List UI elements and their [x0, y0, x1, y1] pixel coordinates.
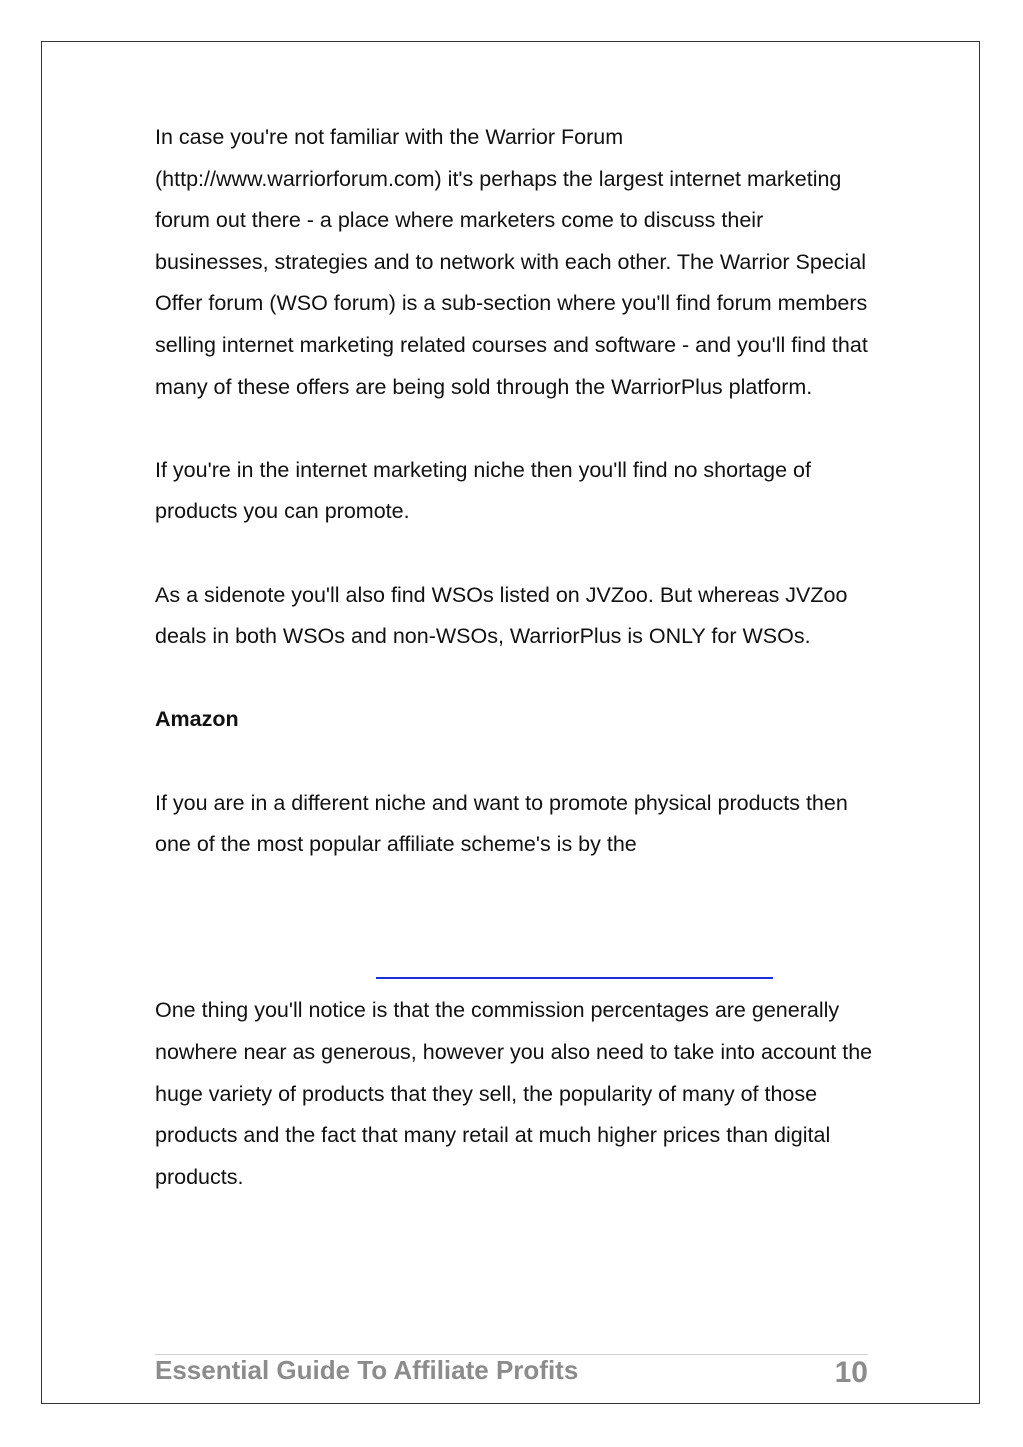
- paragraph-warrior-forum: In case you're not familiar with the Warrior Forum (http://www.warriorforum.com) it's perhaps the largest internet marketing forum out there - a place where marketers come to discuss their businesses, strategies and to network with each other. The Warrior Special Offer forum (WSO forum) is a sub-section where you'll find forum members selling internet marketing related courses and software - and you'll find that many of these offers are being sold through the WarriorPlus platform.: [155, 125, 868, 399]
- footer-title: Essential Guide To Affiliate Profits: [155, 1355, 579, 1385]
- paragraph-jvzoo-sidenote: As a sidenote you'll also find WSOs listed on JVZoo. But whereas JVZoo deals in both WSOs and non-WSOs, WarriorPlus is ONLY for WSOs.: [155, 582, 848, 649]
- paragraph-gap: [155, 866, 875, 908]
- paragraph-gap: [155, 408, 875, 450]
- paragraph-gap: [155, 658, 875, 700]
- paragraph-gap: [155, 533, 875, 575]
- paragraph-gap: [155, 741, 875, 783]
- paragraph-gap: [155, 949, 875, 991]
- paragraph-physical-products: If you are in a different niche and want to promote physical products then one of the most popular affiliate scheme's is by the: [155, 790, 848, 857]
- paragraph-commission: One thing you'll notice is that the commission percentages are generally nowhere near as generous, however you also need to take into account the huge variety of products that they sell, the popularity of many of those products and the fact that many retail at much higher prices than digital products.: [155, 998, 873, 1189]
- paragraph-im-niche: If you're in the internet marketing niche then you'll find no shortage of products you can promote.: [155, 457, 811, 524]
- page-number: 10: [834, 1356, 868, 1389]
- page-body: [155, 117, 875, 1198]
- hyperlink-underline[interactable]: [376, 977, 773, 979]
- paragraph-gap: [155, 907, 875, 949]
- section-heading-amazon: Amazon: [155, 707, 239, 732]
